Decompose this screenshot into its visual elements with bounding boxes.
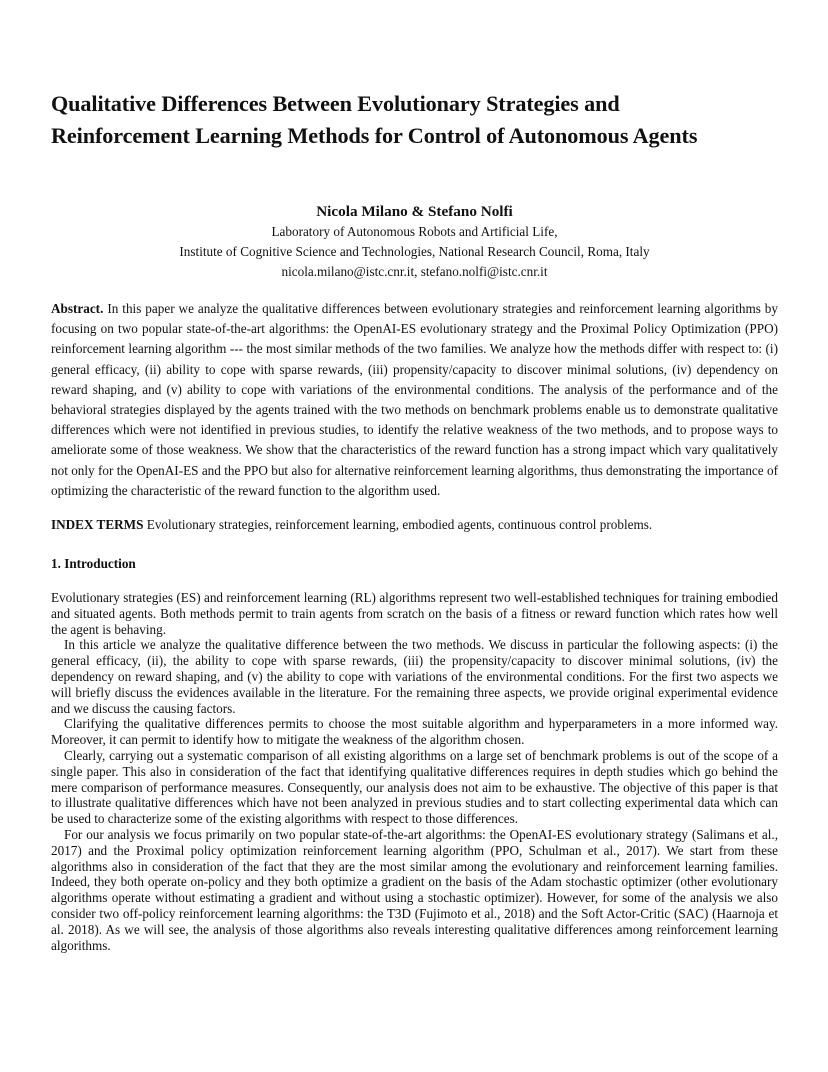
affiliation-institute: Institute of Cognitive Science and Technologies, National Research Council, Roma, Italy <box>179 244 650 259</box>
index-terms-text: Evolutionary strategies, reinforcement learning, embodied agents, continuous control problems. <box>146 517 653 533</box>
author-emails: nicola.milano@istc.cnr.it, stefano.nolfi@istc.cnr.it <box>281 264 548 279</box>
paragraph-4: Clearly, carrying out a systematic comparison of all existing algorithms on a large set of benchmark problems is out of the scope of a single paper. This also in consideration of the fact that identifying qualitative differences requires in depth studies which go behind the mere comparison of performance measures. Consequently, our analysis does not aim to be exhaustive. The objective of this paper is that to illustrate qualitative differences which have not been analyzed in previous studies and to start collecting experimental data which can be used to characterize some of the existing algorithms with respect to those differences. <box>51 748 778 827</box>
abstract <box>51 299 778 501</box>
index-terms-label: INDEX TERMS <box>51 517 144 533</box>
paragraph-5: For our analysis we focus primarily on two popular state-of-the-art algorithms: the OpenAI-ES evolutionary strategy (Salimans et al., 2017) and the Proximal policy optimization reinforcement learning algorithm (PPO, Schulman et al., 2017). We start from these algorithms also in consideration of the fact that they are the most similar among the evolutionary and reinforcement learning families. Indeed, they both operate on-policy and they both optimize a gradient on the basis of the Adam stochastic optimizer (other evolutionary algorithms operate without estimating a gradient and without using a stochastic optimizer). However, for some of the analysis we also consider two off-policy reinforcement learning algorithms: the T3D (Fujimoto et al., 2018) and the Soft Actor-Critic (SAC) (Haarnoja et al. 2018). As we will see, the analysis of those algorithms also reveals interesting qualitative differences among reinforcement learning algorithms. <box>51 826 778 953</box>
abstract-text: In this paper we analyze the qualitative differences between evolutionary strategies and reinforcement learning algorithms by focusing on two popular state-of-the-art algorithms: the OpenAI-ES evolutionary strategy and the Proximal Policy Optimization (PPO) reinforcement learning algorithm --- the most similar methods of the two families. We analyze how the methods differ with respect to: (i) general efficacy, (ii) ability to cope with sparse rewards, (iii) propensity/capacity to discover minimal solutions, (iv) dependency on reward shaping, and (v) ability to cope with variations of the environmental conditions. The analysis of the performance and of the behavioral strategies displayed by the agents trained with the two methods on benchmark problems enable us to demonstrate qualitative differences which were not identified in previous studies, to identify the relative weakness of the two methods, and to propose ways to ameliorate some of those weakness. We show that the characteristics of the reward function has a strong impact which vary qualitatively not only for the OpenAI-ES and the PPO but also for alternative reinforcement learning algorithms, thus demonstrating the importance of optimizing the characteristic of the reward function to the algorithm used. <box>51 301 778 498</box>
index-terms <box>51 515 778 535</box>
paragraph-1: Evolutionary strategies (ES) and reinforcement learning (RL) algorithms represent two well-established techniques for training embodied and situated agents. Both methods permit to train agents from scratch on the basis of a fitness or reward function which rates how well the agent is behaving. <box>51 590 778 637</box>
introduction-body <box>51 590 778 953</box>
paragraph-3: Clarifying the qualitative differences permits to choose the most suitable algorithm and hyperparameters in a more informed way. Moreover, it can permit to identify how to mitigate the weakness of the algorithm chosen. <box>51 716 778 748</box>
section-heading-introduction: 1. Introduction <box>51 556 136 572</box>
affiliation-lab: Laboratory of Autonomous Robots and Artificial Life, <box>271 224 558 239</box>
paper-title <box>51 88 778 152</box>
title-line-2: Reinforcement Learning Methods for Control of Autonomous Agents <box>51 123 698 148</box>
title-line-1: Qualitative Differences Between Evolutionary Strategies and <box>51 91 620 116</box>
authors: Nicola Milano & Stefano Nolfi <box>316 203 513 220</box>
paragraph-2: In this article we analyze the qualitative difference between the two methods. We discuss in particular the following aspects: (i) the general efficacy, (ii), the ability to cope with sparse rewards, (iii) the propensity/capacity to discover minimal solutions, (iv) the dependency on reward shaping, and (v) the ability to cope with variations of the environmental conditions. For the first two aspects we will briefly discuss the evidences available in the literature. For the remaining three aspects, we provide original experimental evidence and we discuss the causing factors. <box>51 637 778 716</box>
paper-page <box>51 88 778 953</box>
abstract-label: Abstract. <box>51 301 104 316</box>
